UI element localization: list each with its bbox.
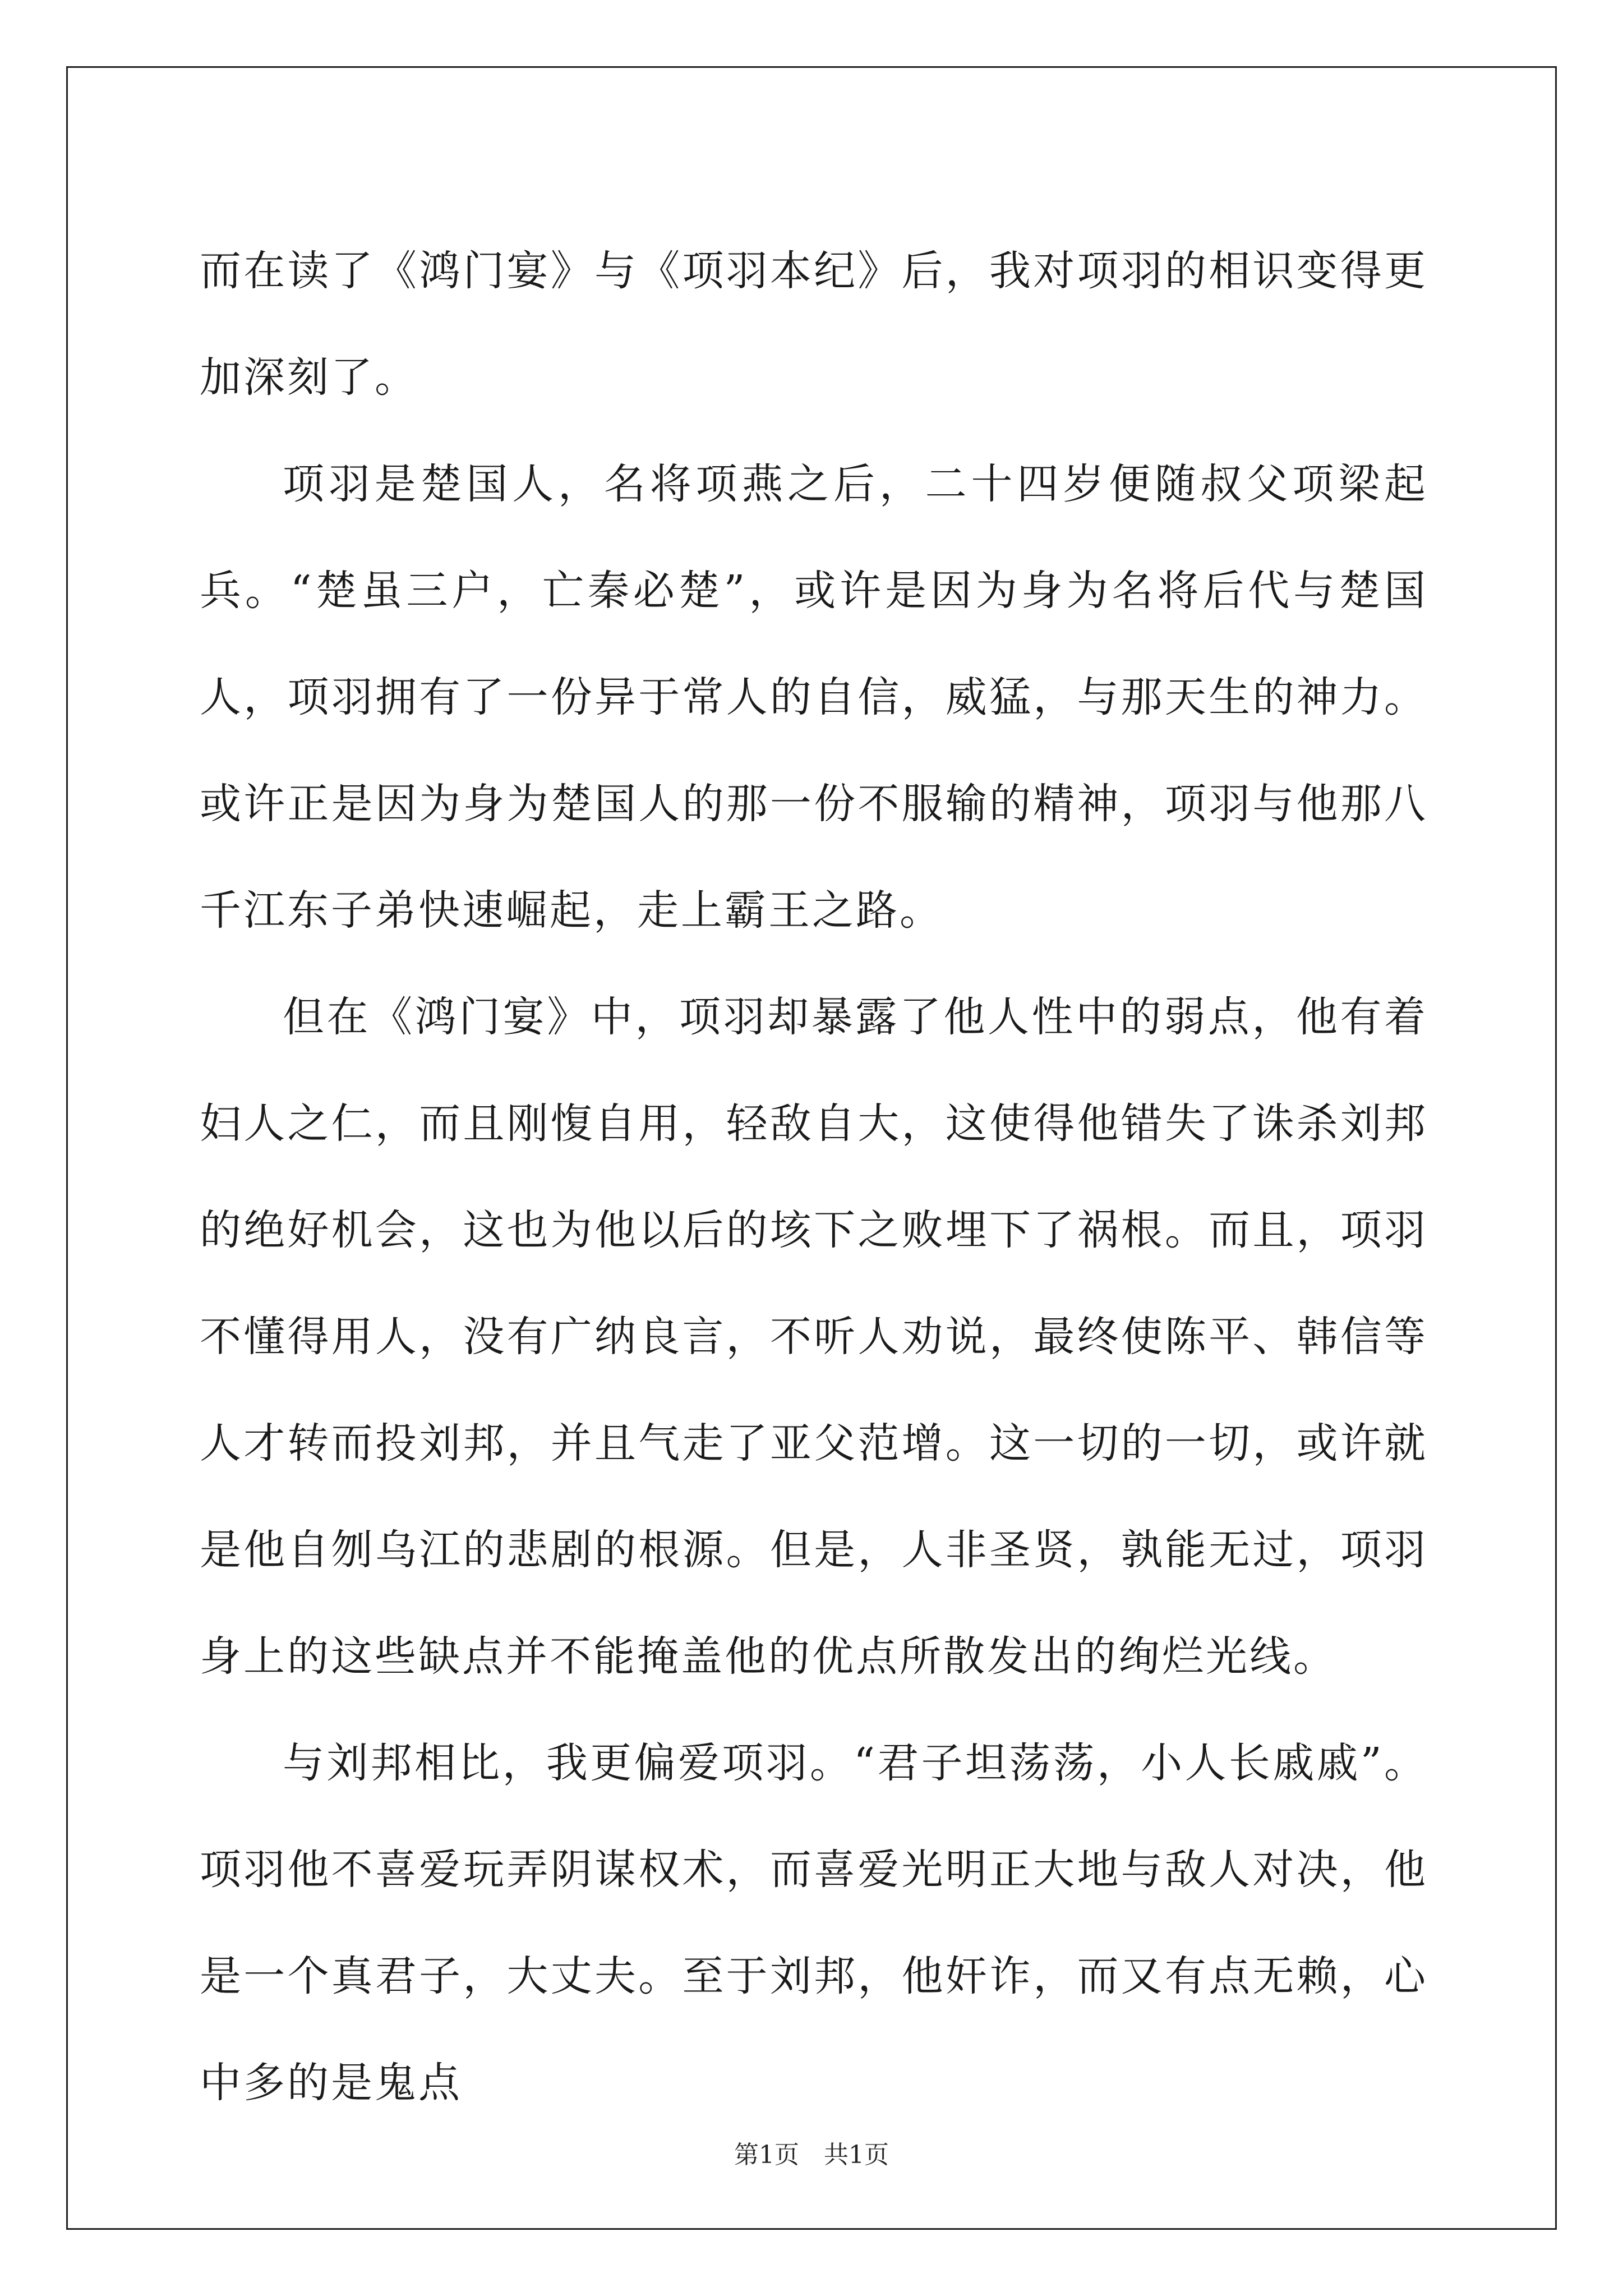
paragraph-2: 项羽是楚国人，名将项燕之后，二十四岁便随叔父项梁起兵。“楚虽三户，亡秦必楚”，或许是因为身为名将后代与楚国人，项羽拥有了一份异于常人的自信，威猛，与那天生的神力。或许正是因为身为楚国人的那一份不服输的精神，项羽与他那八千江东子弟快速崛起，走上霸王之路。 (200, 460, 1428, 935)
paragraph-3: 但在《鸿门宴》中，项羽却暴露了他人性中的弱点，他有着妇人之仁，而且刚愎自用，轻敌自大，这使得他错失了诛杀刘邦的绝好机会，这也为他以后的垓下之败埋下了祸根。而且，项羽不懂得用人，没有广纳良言，不听人劝说，最终使陈平、韩信等人才转而投刘邦，并且气走了亚父范增。这一切的一切，或许就是他自刎乌江的悲剧的根源。但是，人非圣贤，孰能无过，项羽身上的这些缺点并不能掩盖他的优点所散发出的绚烂光线。 (200, 993, 1428, 1681)
paragraph-1: 而在读了《鸿门宴》与《项羽本纪》后，我对项羽的相识变得更加深刻了。 (200, 247, 1428, 402)
document-body (200, 218, 1428, 2136)
paragraph-4: 与刘邦相比，我更偏爱项羽。“君子坦荡荡，小人长戚戚”。项羽他不喜爱玩弄阴谋权术，而喜爱光明正大地与敌人对决，他是一个真君子，大丈夫。至于刘邦，他奸诈，而又有点无赖，心中多的是鬼点 (200, 1739, 1428, 2107)
page-footer: 第1页 共1页 (734, 2141, 889, 2169)
